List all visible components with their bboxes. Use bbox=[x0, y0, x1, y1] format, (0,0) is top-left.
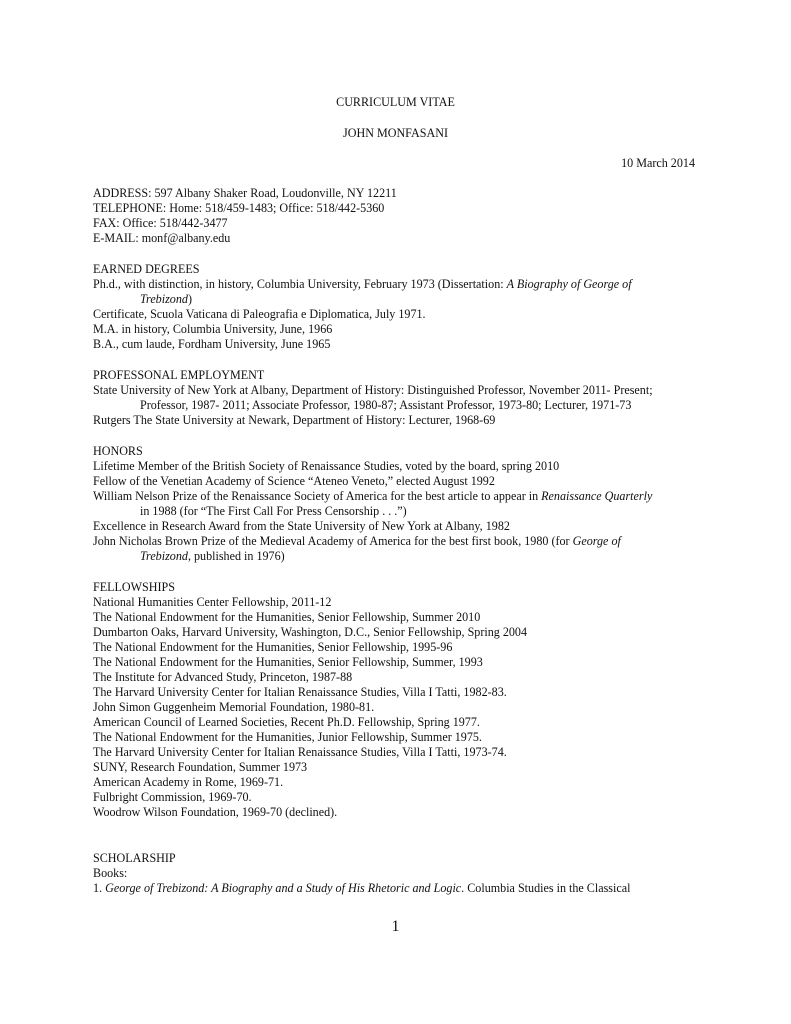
degree-ma: M.A. in history, Columbia University, June, 1966 bbox=[93, 322, 333, 336]
fellowship-item: SUNY, Research Foundation, Summer 1973 bbox=[93, 760, 308, 774]
honor-item-cont: in 1988 (for “The First Call For Press Censorship . . .”) bbox=[140, 504, 407, 518]
document-date: 10 March 2014 bbox=[621, 156, 695, 170]
degree-ba: B.A., cum laude, Fordham University, June 1965 bbox=[93, 337, 331, 351]
honor-item: Fellow of the Venetian Academy of Science “Ateneo Veneto,” elected August 1992 bbox=[93, 474, 495, 488]
honor-item: Lifetime Member of the British Society of Renaissance Studies, voted by the board, spring 2010 bbox=[93, 459, 560, 473]
employment-suny: State University of New York at Albany, Department of History: Distinguished Professor, November 2011- Present; bbox=[93, 383, 653, 397]
fellowship-item: American Academy in Rome, 1969-71. bbox=[93, 775, 284, 789]
fellowship-item: The Institute for Advanced Study, Princeton, 1987-88 bbox=[93, 670, 353, 684]
honors-heading: HONORS bbox=[93, 444, 143, 458]
fellowship-item: Woodrow Wilson Foundation, 1969-70 (declined). bbox=[93, 805, 338, 819]
fellowship-item: American Council of Learned Societies, Recent Ph.D. Fellowship, Spring 1977. bbox=[93, 715, 480, 729]
fellowships-heading: FELLOWSHIPS bbox=[93, 580, 175, 594]
fellowship-item: Dumbarton Oaks, Harvard University, Washington, D.C., Senior Fellowship, Spring 2004 bbox=[93, 625, 528, 639]
fellowship-item: John Simon Guggenheim Memorial Foundation, 1980-81. bbox=[93, 700, 375, 714]
fellowship-item: The National Endowment for the Humanities, Senior Fellowship, Summer 2010 bbox=[93, 610, 481, 624]
employment-suny-cont: Professor, 1987- 2011; Associate Professor, 1980-87; Assistant Professor, 1973-80; Lecturer, 1971-73 bbox=[140, 398, 632, 412]
honor-item: Excellence in Research Award from the State University of New York at Albany, 1982 bbox=[93, 519, 510, 533]
degrees-heading: EARNED DEGREES bbox=[93, 262, 200, 276]
employment-heading: PROFESSONAL EMPLOYMENT bbox=[93, 368, 265, 382]
honor-item: William Nelson Prize of the Renaissance Society of America for the best article to appear in Renaissance Quarterly bbox=[93, 489, 653, 503]
honor-item: John Nicholas Brown Prize of the Medieval Academy of America for the best first book, 1980 (for George of bbox=[93, 534, 621, 548]
author-name: JOHN MONFASANI bbox=[343, 126, 448, 140]
degree-phd: Ph.d., with distinction, in history, Columbia University, February 1973 (Dissertation: A Biography of George of bbox=[93, 277, 632, 291]
fellowship-item: Fulbright Commission, 1969-70. bbox=[93, 790, 252, 804]
employment-rutgers: Rutgers The State University at Newark, Department of History: Lecturer, 1968-69 bbox=[93, 413, 496, 427]
fellowship-item: National Humanities Center Fellowship, 2011-12 bbox=[93, 595, 332, 609]
fellowship-item: The National Endowment for the Humanities, Senior Fellowship, 1995-96 bbox=[93, 640, 453, 654]
address: ADDRESS: 597 Albany Shaker Road, Loudonville, NY 12211 bbox=[93, 186, 397, 200]
scholarship-heading: SCHOLARSHIP bbox=[93, 851, 176, 865]
degree-certificate: Certificate, Scuola Vaticana di Paleografia e Diplomatica, July 1971. bbox=[93, 307, 426, 321]
fax: FAX: Office: 518/442-3477 bbox=[93, 216, 228, 230]
honor-item-cont: Trebizond, published in 1976) bbox=[140, 549, 285, 563]
degree-phd-cont: Trebizond) bbox=[140, 292, 192, 306]
fellowship-item: The Harvard University Center for Italian Renaissance Studies, Villa I Tatti, 1982-83. bbox=[93, 685, 507, 699]
email: E-MAIL: monf@albany.edu bbox=[93, 231, 231, 245]
fellowship-item: The Harvard University Center for Italian Renaissance Studies, Villa I Tatti, 1973-74. bbox=[93, 745, 507, 759]
fellowship-item: The National Endowment for the Humanities, Senior Fellowship, Summer, 1993 bbox=[93, 655, 483, 669]
fellowship-item: The National Endowment for the Humanities, Junior Fellowship, Summer 1975. bbox=[93, 730, 482, 744]
book-item: 1. George of Trebizond: A Biography and a Study of His Rhetoric and Logic. Columbia Studies in the Classical bbox=[93, 881, 631, 895]
books-label: Books: bbox=[93, 866, 128, 880]
document-title: CURRICULUM VITAE bbox=[336, 95, 455, 109]
telephone: TELEPHONE: Home: 518/459-1483; Office: 518/442-5360 bbox=[93, 201, 385, 215]
page-number: 1 bbox=[391, 918, 400, 935]
